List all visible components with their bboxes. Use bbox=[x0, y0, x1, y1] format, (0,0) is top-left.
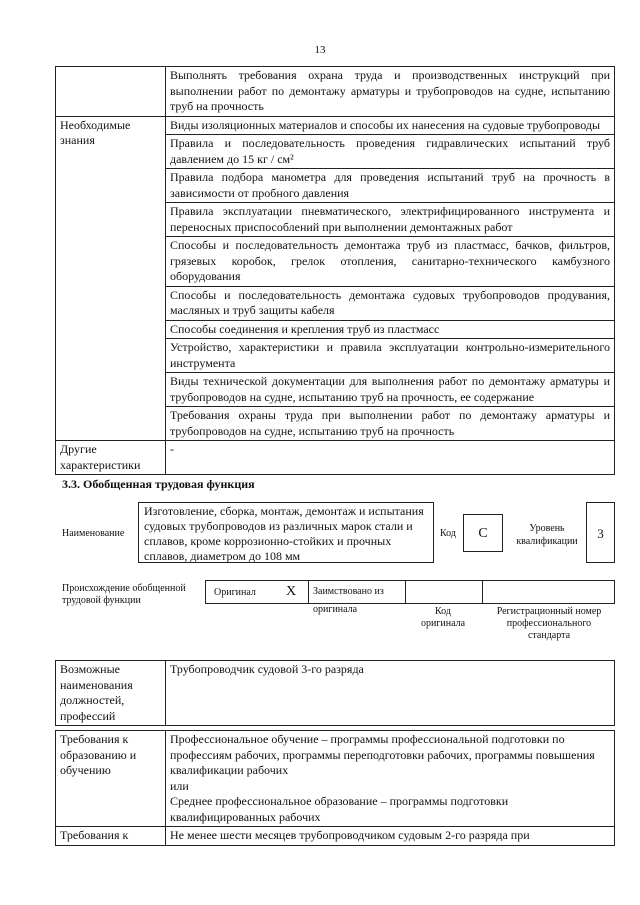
origin-label: Происхождение обобщенной трудовой функции bbox=[62, 583, 186, 606]
education-label: Требования к образованию и обучению bbox=[56, 731, 166, 827]
page-number: 13 bbox=[314, 44, 326, 56]
table-row bbox=[56, 67, 615, 117]
borrowed-cell bbox=[308, 580, 406, 615]
row-item: Требования охраны труда при выполнении работ по демонтажу арматуры и трубопроводов на судне, испытанию труб на прочность bbox=[166, 407, 615, 441]
level-label: Уровень квалификации bbox=[516, 523, 578, 547]
row-item: Правила подбора манометра для проведения испытаний труб на прочность в зависимости от пробного давления bbox=[166, 169, 615, 203]
table-row bbox=[56, 731, 615, 827]
section-title: 3.3. Обобщенная трудовая функция bbox=[62, 477, 255, 491]
code-value: C bbox=[478, 526, 488, 541]
function-name-box bbox=[138, 502, 434, 563]
row-label: Необходимые знания bbox=[56, 116, 166, 441]
education-line: или bbox=[170, 778, 189, 793]
row-item: Выполнять требования охрана труда и производственных инструкций при выполнении работ по демонтажу арматуры и трубопроводов на судне, испытанию труб на прочность bbox=[166, 67, 615, 117]
borrowed-label: Заимствовано из оригинала bbox=[313, 586, 384, 615]
original-cell bbox=[205, 580, 309, 604]
row-label: Другие характеристики bbox=[56, 441, 166, 475]
experience-label: Требования к bbox=[56, 827, 166, 846]
original-label: Оригинал bbox=[214, 587, 256, 598]
table-row bbox=[56, 116, 615, 135]
row-item: Правила эксплуатации пневматического, электрифицированного инструмента и переносных приспособлений при выполнении демонтажных работ bbox=[166, 203, 615, 237]
row-item: Виды изоляционных материалов и способы их нанесения на судовые трубопроводы bbox=[166, 116, 615, 135]
labor-actions-table bbox=[55, 66, 615, 475]
code-label: Код bbox=[440, 528, 456, 539]
row-item: Виды технической документации для выполнения работ по демонтажу арматуры и трубопроводов на судне, испытанию труб на прочность, ее содержание bbox=[166, 373, 615, 407]
row-item: Способы и последовательность демонтажа труб из пластмасс, бачков, фильтров, грязевых коробок, грелок отопления, санитарно-технического камбузного оборудования bbox=[166, 237, 615, 287]
original-mark: X bbox=[286, 584, 297, 599]
positions-table bbox=[55, 660, 615, 726]
education-line: Профессиональное обучение – программы профессиональной подготовки по профессиям рабочих, программы переподготовки рабочих, программы повышения квалификации рабочих bbox=[170, 732, 595, 777]
positions-value: Трубопроводчик судовой 3-го разряда bbox=[166, 661, 615, 726]
code-original-caption: Код оригинала bbox=[420, 606, 466, 629]
code-box bbox=[463, 514, 503, 552]
reg-number-caption: Регистрационный номер профессионального стандарта bbox=[496, 606, 602, 641]
row-item: Способы и последовательность демонтажа судовых трубопроводов продувания, масляных и труб защиты кабеля bbox=[166, 286, 615, 320]
function-name-value: Изготовление, сборка, монтаж, демонтаж и испытания судовых трубопроводов из различных марок стали и сплавов, кроме коррозионно-стойких и прочных сплавов, диаметром до 108 мм bbox=[144, 504, 424, 563]
name-label: Наименование bbox=[62, 528, 125, 539]
row-item: Способы соединения и крепления труб из пластмасс bbox=[166, 320, 615, 339]
table-row bbox=[56, 441, 615, 475]
row-item: - bbox=[166, 441, 615, 475]
education-value bbox=[166, 731, 615, 827]
level-value: 3 bbox=[597, 526, 604, 541]
positions-label: Возможные наименования должностей, профессий bbox=[56, 661, 166, 726]
level-box bbox=[586, 502, 615, 563]
education-line: Среднее профессиональное образование – программы подготовки квалифицированных рабочих bbox=[170, 794, 509, 824]
education-table bbox=[55, 730, 615, 846]
table-row bbox=[56, 661, 615, 726]
reg-number-cell bbox=[482, 580, 615, 604]
table-row bbox=[56, 827, 615, 846]
code-original-cell bbox=[405, 580, 483, 604]
row-item: Устройство, характеристики и правила эксплуатации контрольно-измерительного инструмента bbox=[166, 339, 615, 373]
row-item: Правила и последовательность проведения гидравлических испытаний труб давлением до 15 кг / см² bbox=[166, 135, 615, 169]
row-label bbox=[56, 67, 166, 117]
experience-value: Не менее шести месяцев трубопроводчиком судовым 2-го разряда при bbox=[166, 827, 615, 846]
